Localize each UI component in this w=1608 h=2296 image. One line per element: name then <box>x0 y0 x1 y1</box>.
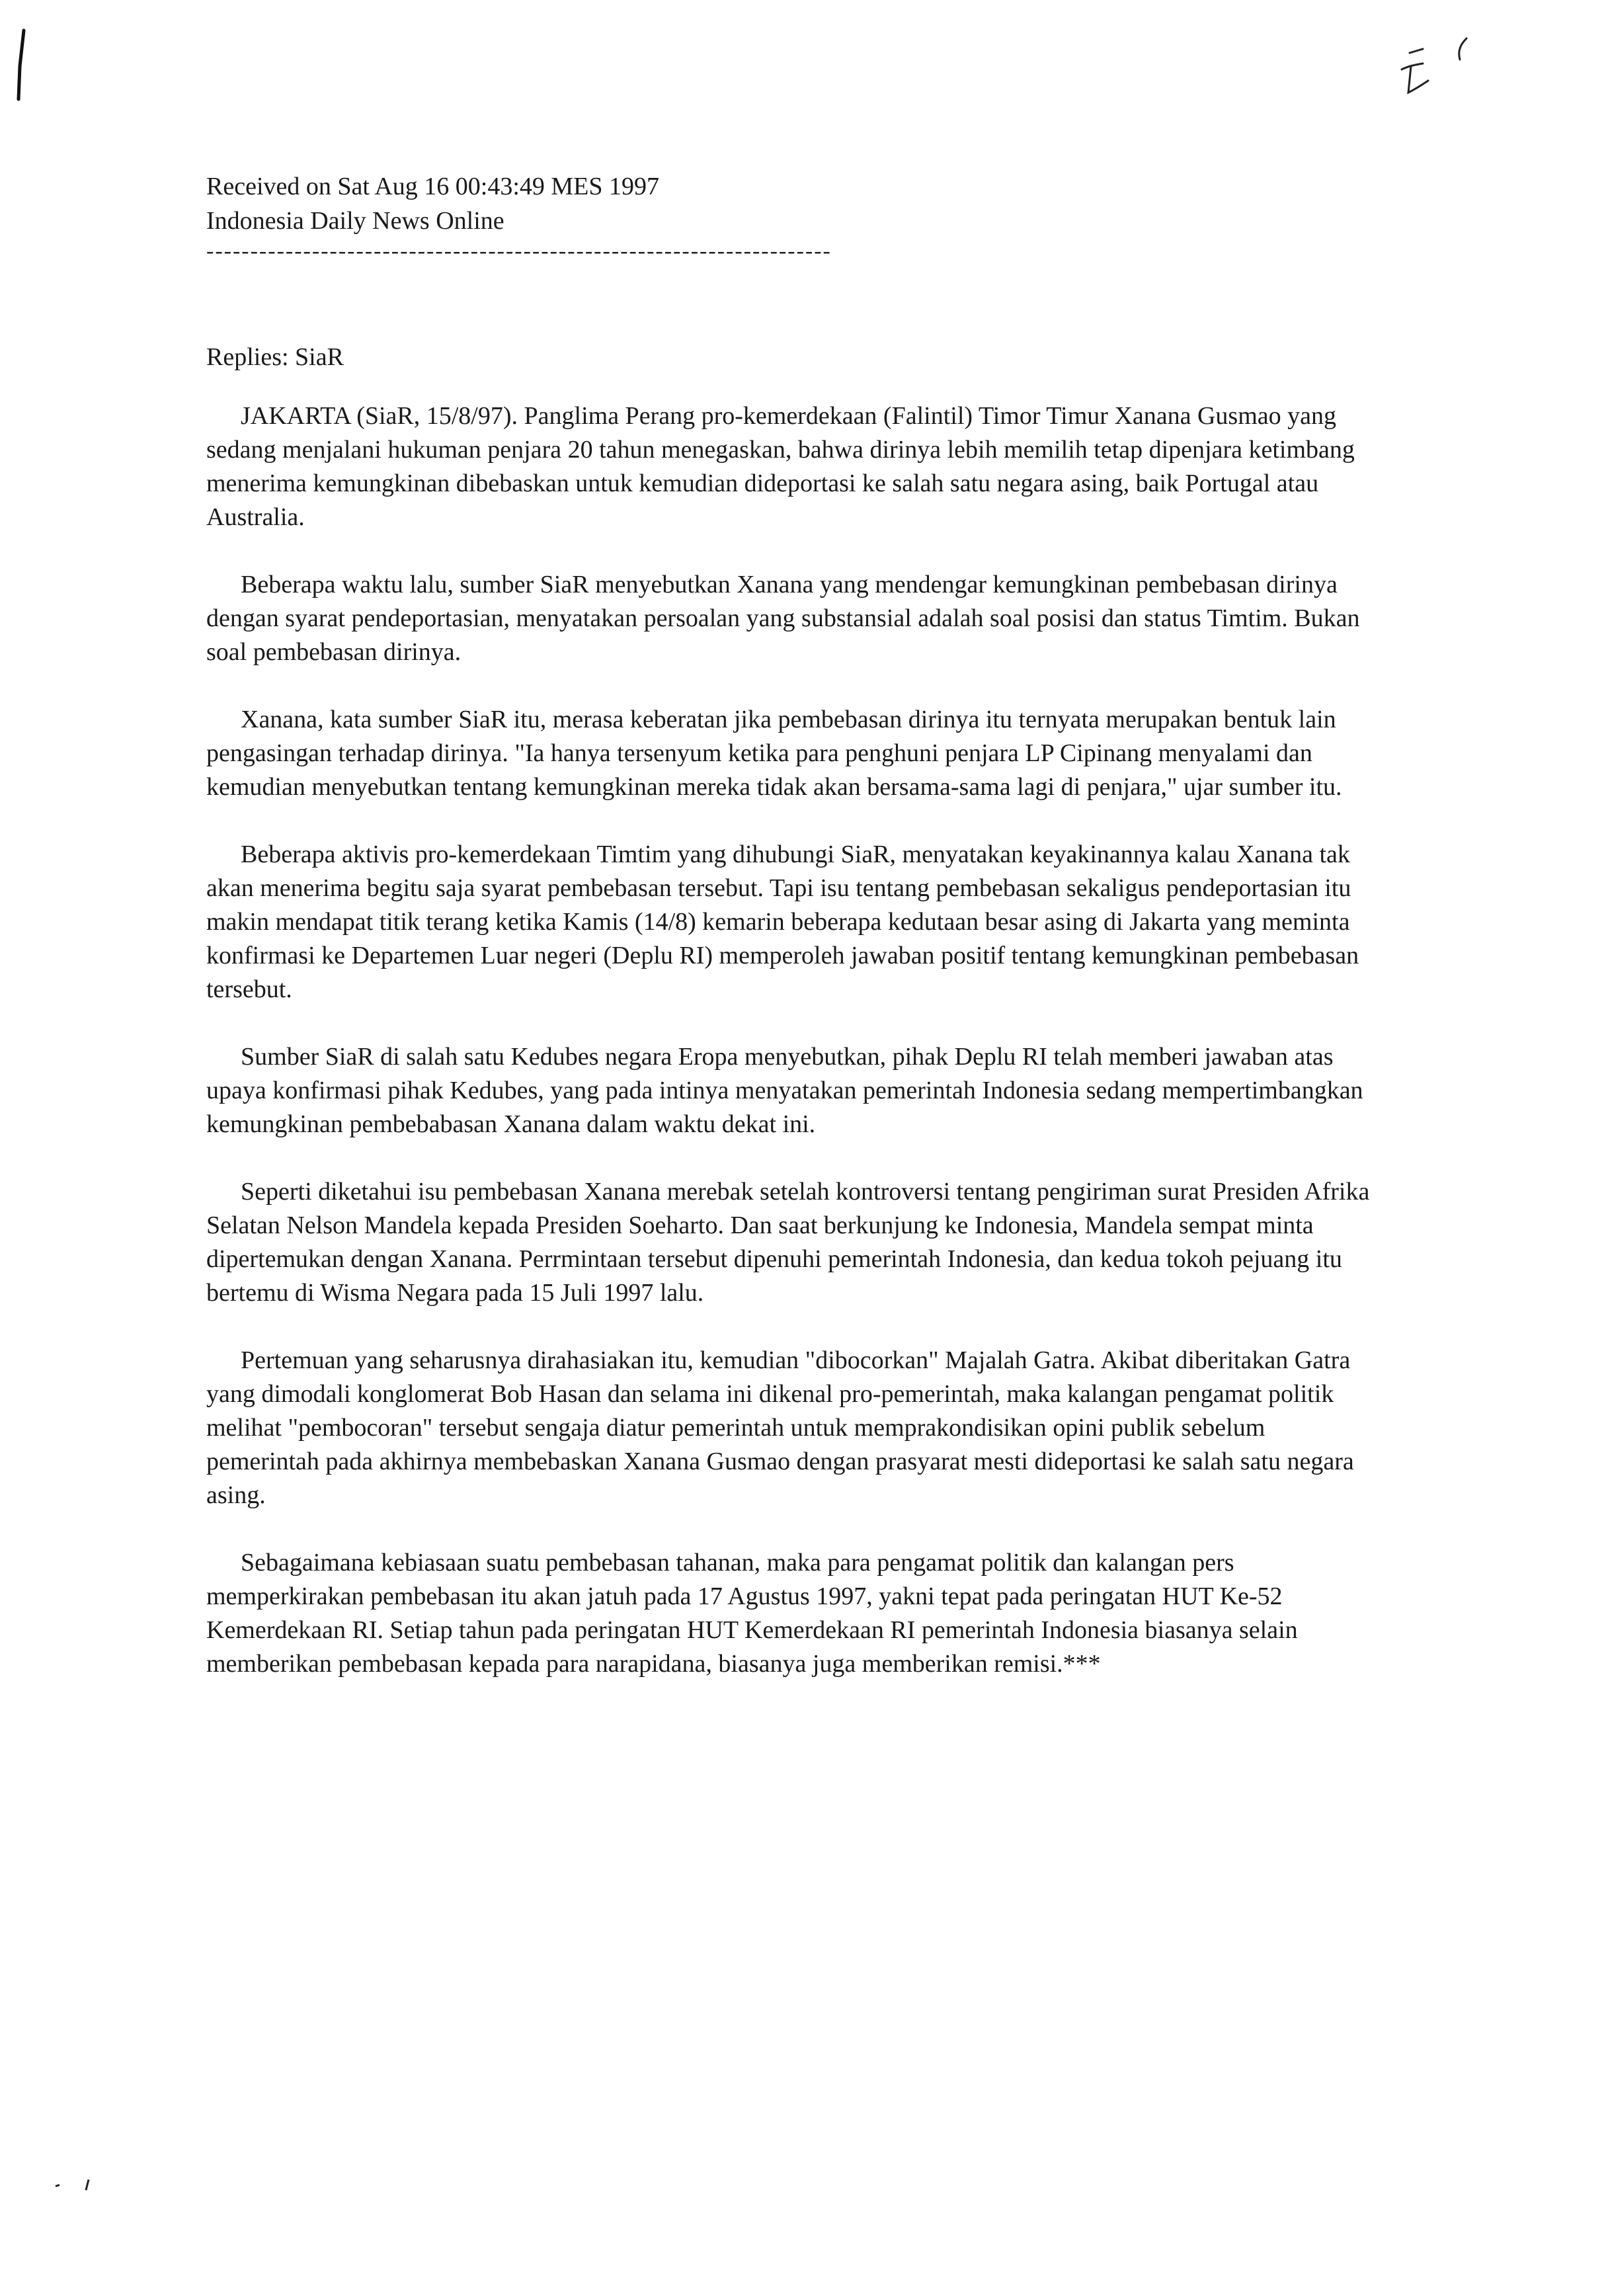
received-line: Received on Sat Aug 16 00:43:49 MES 1997 <box>206 173 660 200</box>
article-paragraph: Beberapa waktu lalu, sumber SiaR menyebutkan Xanana yang mendengar kemungkinan pembebasan dirinya dengan syarat pendeportasian, menyatakan persoalan yang substansial adalah soal posisi dan status Timtim. Bukan soal pembebasan dirinya. <box>206 571 1360 666</box>
article-paragraph: Pertemuan yang seharusnya dirahasiakan itu, kemudian "dibocorkan" Majalah Gatra. Akibat diberitakan Gatra yang dimodali konglomerat Bob Hasan dan selama ini dikenal pro-pemerintah, maka kalangan pengamat politik melihat "pembocoran" tersebut sengaja diatur pemerintah untuk memprakondisikan opini publik sebelum pemerintah pada akhirnya membebaskan Xanana Gusmao dengan prasyarat mesti dideportasi ke salah satu negara asing. <box>206 1346 1354 1509</box>
handwritten-slash-mark <box>12 26 32 106</box>
message-header <box>206 169 1330 265</box>
article-paragraph: Sumber SiaR di salah satu Kedubes negara Eropa menyebutkan, pihak Deplu RI telah memberi jawaban atas upaya konfirmasi pihak Kedubes, yang pada intinya menyatakan pemerintah Indonesia sedang mempertimbangkan kemungkinan pembebabasan Xanana dalam waktu dekat ini. <box>206 1043 1363 1138</box>
handwritten-annotation-mark <box>1388 33 1481 106</box>
article-paragraph: Xanana, kata sumber SiaR itu, merasa keberatan jika pembebasan dirinya itu ternyata merupakan bentuk lain pengasingan terhadap dirinya. "Ia hanya tersenyum ketika para penghuni penjara LP Cipinang menyalami dan kemudian menyebutkan tentang kemungkinan mereka tidak akan bersama-sama lagi di penjara," ujar sumber itu. <box>206 706 1342 801</box>
article-paragraph: Sebagaimana kebiasaan suatu pembebasan tahanan, maka para pengamat politik dan kalangan pers memperkirakan pembebasan itu akan jatuh pada 17 Agustus 1997, yakni tepat pada peringatan HUT Ke-52 Kemerdekaan RI. Setiap tahun pada peringatan HUT Kemerdekaan RI pemerintah Indonesia biasanya selain memberikan pembebasan kepada para narapidana, biasanya juga memberikan remisi.*** <box>206 1549 1298 1678</box>
replies-line: Replies: SiaR <box>206 343 344 371</box>
scan-speck-marks <box>53 2176 106 2195</box>
article-paragraph: Seperti diketahui isu pembebasan Xanana merebak setelah kontroversi tentang pengiriman surat Presiden Afrika Selatan Nelson Mandela kepada Presiden Soeharto. Dan saat berkunjung ke Indonesia, Mandela sempat minta dipertemukan dengan Xanana. Perrmintaan tersebut dipenuhi pemerintah Indonesia, dan kedua tokoh pejuang itu bertemu di Wisma Negara pada 15 Juli 1997 lalu. <box>206 1178 1370 1307</box>
article-paragraph: Beberapa aktivis pro-kemerdekaan Timtim yang dihubungi SiaR, menyatakan keyakinannya kalau Xanana tak akan menerima begitu saja syarat pembebasan tersebut. Tapi isu tentang pembebasan sekaligus pendeportasian itu makin mendapat titik terang ketika Kamis (14/8) kemarin beberapa kedutaan besar asing di Jakarta yang meminta konfirmasi ke Departemen Luar negeri (Deplu RI) memperoleh jawaban positif tentang kemungkinan pembebasan tersebut. <box>206 840 1359 1003</box>
article-body <box>206 399 1383 1715</box>
source-line: Indonesia Daily News Online <box>206 207 504 235</box>
article-paragraph: JAKARTA (SiaR, 15/8/97). Panglima Perang pro-kemerdekaan (Falintil) Timor Timur Xanana Gusmao yang sedang menjalani hukuman penjara 20 tahun menegaskan, bahwa dirinya lebih memilih tetap dipenjara ketimbang menerima kemungkinan dibebaskan untuk kemudian dideportasi ke salah satu negara asing, baik Portugal atau Australia. <box>206 402 1355 531</box>
separator-rule: ----------------------------------------------------------------------- <box>206 239 832 263</box>
